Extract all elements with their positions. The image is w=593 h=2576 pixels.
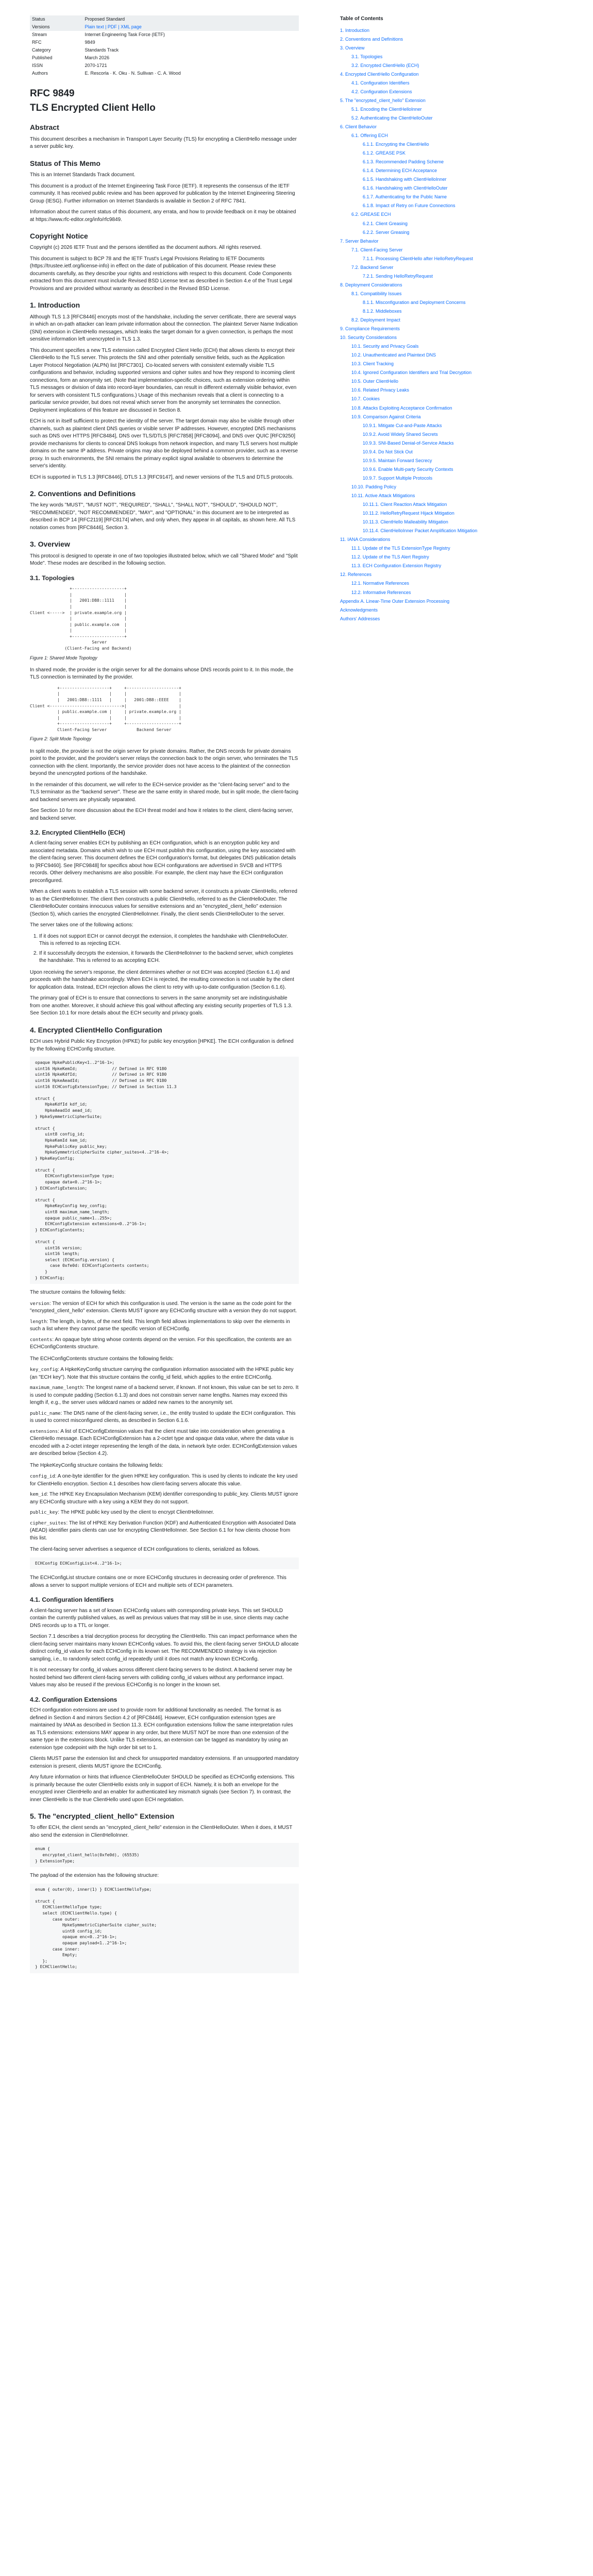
figure-caption: Figure 2: Split Mode Topology: [30, 736, 92, 742]
toc-link[interactable]: 10.8. Attacks Exploiting Acceptance Confirmation: [351, 405, 452, 411]
config-ext-heading: 4.2. Configuration Extensions: [30, 1696, 117, 1703]
toc-link[interactable]: 3.1. Topologies: [351, 54, 383, 59]
toc-link[interactable]: 6.2.2. Server Greasing: [363, 229, 410, 235]
metadata-value: March 2026: [84, 55, 110, 61]
toc-link[interactable]: 6.1.1. Encrypting the ClientHello: [363, 142, 429, 147]
metadata-row: [30, 54, 299, 62]
metadata-label: Authors: [32, 71, 48, 76]
toc-link[interactable]: 10.4. Ignored Configuration Identifiers and Trial Decryption: [351, 370, 472, 376]
metadata-label: RFC: [32, 40, 42, 45]
toc-link[interactable]: 5. The "encrypted_client_hello" Extension: [340, 97, 426, 103]
toc-link[interactable]: Authors' Addresses: [340, 616, 380, 621]
intro-heading: 1. Introduction: [30, 301, 80, 310]
toc-link[interactable]: 6.1.2. GREASE PSK: [363, 150, 406, 156]
toc-link[interactable]: 5.2. Authenticating the ClientHelloOuter: [351, 115, 433, 121]
metadata-row: [30, 23, 299, 31]
toc-link[interactable]: 6.1.3. Recommended Padding Scheme: [363, 159, 444, 165]
toc-link[interactable]: 6.1.8. Impact of Retry on Future Connections: [363, 203, 455, 209]
status-text: This document is a product of the Internet Engineering Task Force (IETF). It represents the consensus of the IETF community. It has received public review and has been approved for publication by the Internet Engineering Steering Group (IESG). Further information on Internet Standards is available in Section 2 of RFC 7841.: [30, 183, 295, 204]
metadata-row: [30, 15, 299, 23]
definition-term: contents: [30, 1337, 53, 1343]
figure-caption: Figure 1: Shared Mode Topology: [30, 655, 97, 660]
toc-link[interactable]: 10.9.1. Mitigate Cut-and-Paste Attacks: [363, 422, 442, 428]
overview-text: The server takes one of the following actions:: [30, 922, 133, 928]
toc-link[interactable]: 4.2. Configuration Extensions: [351, 89, 412, 94]
definition-term: public_key: [30, 1510, 58, 1516]
toc-link[interactable]: 8.1. Compatibility Issues: [351, 291, 402, 296]
toc-link[interactable]: 10.11.3. ClientHello Malleability Mitigation: [363, 519, 448, 525]
toc-link[interactable]: 10.9.4. Do Not Stick Out: [363, 449, 413, 454]
config-text: It is not necessary for config_id values across different client-facing servers to be distinct. A backend server may be hosted behind two different client-facing servers with colliding config_id values without any performance impact. Values may also be reused if the previous ECHConfig is no longer in the known set.: [30, 1667, 292, 1688]
toc-link[interactable]: 10.9.3. SNI-Based Denial-of-Service Attacks: [363, 440, 454, 446]
definition-list: [30, 1300, 299, 1351]
metadata-label: Versions: [32, 24, 50, 30]
toc-link[interactable]: 10.9.2. Avoid Widely Shared Secrets: [363, 431, 438, 437]
toc-link[interactable]: 8.1.2. Middleboxes: [363, 309, 402, 314]
overview-text: In the remainder of this document, we will refer to the ECH-service provider as the "client-facing server" and to the TLS terminator as the "backend server". These are the same entity in shared mode, but in split mode, the client-facing and backend servers are physically separated.: [30, 782, 299, 803]
toc-link[interactable]: 10.5. Outer ClientHello: [351, 379, 399, 384]
ext-heading: 5. The "encrypted_client_hello" Extension: [30, 1812, 175, 1821]
metadata-row: [30, 46, 299, 54]
overview-text: The primary goal of ECH is to ensure that connections to servers in the same anonymity set are indistinguishable from one another. Moreover, it should achieve this goal without affecting any existing security properties of TLS 1.3. See Section 10.1 for more details about the ECH security and privacy goals.: [30, 995, 293, 1016]
echconfiglist-code: ECHConfig ECHConfigList<4..2^16-1>;: [30, 1557, 299, 1570]
toc-link[interactable]: 12.1. Normative References: [351, 581, 410, 586]
copyright-text: Copyright (c) 2026 IETF Trust and the persons identified as the document authors. All rights reserved.: [30, 245, 262, 251]
rfc-number: RFC 9849: [30, 88, 75, 99]
toc-title: Table of Contents: [340, 16, 383, 22]
config-text: The ECHConfigContents structure contains the following fields:: [30, 1355, 174, 1362]
config-text: Any future information or hints that influence ClientHelloOuter SHOULD be specified as ECHConfig extensions. This is primarily because the outer ClientHello exists only in support of ECH. Namely, it is both an envelope for the encrypted inner ClientHello and an enabler for authenticated key mismatch signals (see Section 7). In contrast, the inner ClientHello is the true ClientHello used upon ECH negotiation.: [30, 1774, 295, 1803]
config-text: A client-facing server has a set of known ECHConfig values with corresponding private keys. This set SHOULD contain the currently published values, as well as previous values that may still be in use, since clients may cache DNS records up to a TTL or longer.: [30, 1607, 289, 1629]
metadata-value: Proposed Standard: [84, 16, 125, 22]
toc-link[interactable]: 8.2. Deployment Impact: [351, 317, 401, 323]
toc-link[interactable]: 10.3. Client Tracking: [351, 361, 394, 367]
toc-link[interactable]: 11.1. Update of the TLS ExtensionType Registry: [351, 546, 450, 551]
metadata-value: 2070-1721: [84, 63, 107, 69]
toc-link[interactable]: 7.1.1. Processing ClientHello after HelloRetryRequest: [363, 256, 473, 261]
config-text: The structure contains the following fields:: [30, 1290, 126, 1296]
intro-text: ECH is not in itself sufficient to protect the identity of the server. The target domain may also be visible through other channels, such as plaintext client DNS queries or visible server IP addresses. However, encrypted DNS mechanisms such as DNS over HTTPS [RFC8484], DNS over TLS/DTLS [RFC7858] [RFC8094], and DNS over QUIC [RFC9250] provide mechanisms for clients to conceal DNS lookups from network inspection, and many TLS servers host multiple domains on the same IP address. Private origins may also be deployed behind a common provider, such as a reverse proxy. In such environments, the SNI remains the primary explicit signal available to observers to determine the server's identity.: [30, 418, 298, 469]
overview-text: A client-facing server enables ECH by publishing an ECH configuration, which is an encryption public key and associated metadata. Domains which wish to use ECH must publish this configuration, using the key associated with the client-facing server. This document defines the ECH configuration's format, but delegates DNS publication details to [RFC9460]. See [RFC9848] for specifics about how ECH configurations are advertised in SVCB and HTTPS records. Other delivery mechanisms are also possible. For example, the client may have the ECH configuration preconfigured.: [30, 840, 296, 884]
ech-heading: 3.2. Encrypted ClientHello (ECH): [30, 829, 125, 837]
definition-list: [30, 1473, 299, 1542]
config-heading: 4. Encrypted ClientHello Configuration: [30, 1025, 162, 1034]
abstract-text: This document describes a mechanism in Transport Layer Security (TLS) for encrypting a ClientHello message under a server public key.: [30, 136, 297, 150]
toc-link[interactable]: 10.9.7. Support Multiple Protocols: [363, 475, 433, 481]
definition-item: cipher_suites: The list of HPKE Key Derivation Function (KDF) and Authenticated Encryption with Associated Data (AEAD) identifier pairs clients can use for encrypting ClientHelloInner. See Section 6.1 for how clients choose from this list.: [30, 1520, 296, 1541]
overview-text: In split mode, the provider is not the origin server for private domains. Rather, the DNS records for private domains point to the provider, and the provider's server relays the connection back to the origin server, who terminates the TLS connection with the client. Importantly, the service provider does not have access to the plaintext of the connection beyond the unencrypted portions of the handshake.: [30, 748, 298, 777]
ext-text: The payload of the extension has the following structure:: [30, 1873, 159, 1879]
list-item: 1. If it does not support ECH or cannot decrypt the extension, it completes the handshake with ClientHelloOuter. This is referred to as rejecting ECH.: [39, 933, 299, 948]
overview-text: Upon receiving the server's response, the client determines whether or not ECH was accepted (Section 6.1.4) and proceeds with the handshake accordingly. When ECH is rejected, the resulting connection is not usable by the client for application data. Instead, ECH rejection allows the client to retry with up-to-date configuration (Section 6.1.6).: [30, 969, 294, 990]
metadata-label: Published: [32, 55, 53, 61]
definition-term: config_id: [30, 1474, 55, 1480]
toc-link[interactable]: 11.3. ECH Configuration Extension Registry: [351, 563, 442, 569]
definition-text: The HPKE public key used by the client to encrypt ClientHelloInner.: [60, 1510, 214, 1516]
definition-term: public_name: [30, 1411, 61, 1416]
metadata-label: Category: [32, 47, 51, 53]
definition-term: cipher_suites: [30, 1520, 66, 1526]
toc-link[interactable]: 11. IANA Considerations: [340, 537, 391, 543]
overview-text: When a client wants to establish a TLS session with some backend server, it constructs a private ClientHello, referred to as the ClientHelloInner. The client then constructs a public ClientHello, referred to as the ClientHelloOuter. The ClientHelloOuter contains innocuous values for sensitive extensions and an "encrypted_client_hello" extension (Section 5), which carries the encrypted ClientHelloInner. Finally, the client sends ClientHelloOuter to the server.: [30, 889, 297, 917]
definition-item: extensions: A list of ECHConfigExtension values that the client must take into consideration when generating a ClientHello message. Each ECHConfigExtension has a 2-octet type and opaque data value, where the data value is encoded with a 2-octet integer representing the length of the data, in network byte order. ECHConfigExtension values are described below (Section 4.2).: [30, 1428, 297, 1457]
status-text: This is an Internet Standards Track document.: [30, 172, 135, 178]
status-text: Information about the current status of this document, any errata, and how to provide feedback on it may be obtained at https://www.rfc-editor.org/info/rfc9849.: [30, 209, 296, 223]
list-item: 2. If it successfully decrypts the extension, it forwards the ClientHelloInner to the backend server, which completes the handshake. This is referred to as accepting ECH.: [39, 950, 299, 965]
overview-heading: 3. Overview: [30, 540, 70, 549]
intro-text: ECH is supported in TLS 1.3 [RFC8446], DTLS 1.3 [RFC9147], and newer versions of the TLS and DTLS protocols.: [30, 474, 294, 480]
shared-mode-figure: +---------------------+ | | | 2001:DB8::1111 | | | Client <-----> | private.example.org | | | | public.example.com | | | +---------------------+ Server (Client-Facing and Backend): [30, 586, 132, 651]
definition-text: The length, in bytes, of the next field. This length field allows implementations to skip over the elements in such a list where they cannot parse the specific version of ECHConfig.: [30, 1318, 290, 1332]
intro-text: Although TLS 1.3 [RFC8446] encrypts most of the handshake, including the server certificate, there are several ways in which an on-path attacker can learn private information about the connection. The plaintext Server Name Indication (SNI) extension in ClientHello messages, which leaks the target domain for a given connection, is perhaps the most sensitive information left unencrypted in TLS 1.3.: [30, 314, 298, 343]
conventions-heading: 2. Conventions and Definitions: [30, 489, 136, 498]
config-text: Clients MUST parse the extension list and check for unsupported mandatory extensions. If an unsupported mandatory extension is present, clients MUST ignore the ECHConfig.: [30, 1756, 299, 1769]
metadata-value: Internet Engineering Task Force (IETF): [84, 32, 165, 38]
toc-link[interactable]: 2. Conventions and Definitions: [340, 36, 403, 42]
conventions-text: The key words "MUST", "MUST NOT", "REQUIRED", "SHALL", "SHALL NOT", "SHOULD", "SHOULD NOT", "RECOMMENDED", "NOT RECOMMENDED", "MAY", and "OPTIONAL" in this document are to be interpreted as described in BCP 14 [RFC2119] [RFC8174] when, and only when, they appear in all capitals, as shown here. All TLS notation comes from [RFC8446], Section 3.: [30, 502, 296, 531]
toc-link[interactable]: 10.11.1. Client Reaction Attack Mitigation: [363, 502, 447, 507]
metadata-value[interactable]: Plain text | PDF | XML page: [84, 24, 142, 30]
toc-link[interactable]: 7.1. Client-Facing Server: [351, 247, 403, 252]
definition-text: A HpkeKeyConfig structure carrying the configuration information associated with the HPKE public key (an "ECH key"). Note that this structure contains the config_id field, which applies to the entire ECHConfig.: [30, 1367, 294, 1380]
toc-link[interactable]: 11.2. Update of the TLS Alert Registry: [351, 554, 429, 560]
config-text: The ECHConfigList structure contains one or more ECHConfig structures in decreasing order of preference. This allows a server to support multiple versions of ECH and multiple sets of ECH parameters.: [30, 1575, 286, 1588]
config-text: The HpkeKeyConfig structure contains the following fields:: [30, 1462, 163, 1468]
definition-term: length: [30, 1319, 47, 1325]
toc-link[interactable]: 8. Deployment Considerations: [340, 282, 402, 287]
config-text: ECH uses Hybrid Public Key Encryption (HPKE) for public key encryption [HPKE]. The ECH configuration is defined by the following ECHConfig structure.: [30, 1039, 294, 1052]
definition-item: public_key: The HPKE public key used by the client to encrypt ClientHelloInner.: [30, 1510, 214, 1516]
toc-list: [340, 26, 593, 623]
topologies-heading: 3.1. Topologies: [30, 574, 75, 582]
definition-item: public_name: The DNS name of the client-facing server, i.e., the entity trusted to update the ECH configuration. This is used to correct misconfigured clients, as described in Section 6.1.6.: [30, 1410, 296, 1424]
toc-link[interactable]: 6.1.7. Authenticating for the Public Name: [363, 194, 447, 200]
toc-link[interactable]: 10.10. Padding Policy: [351, 484, 397, 489]
toc-link[interactable]: 10. Security Considerations: [340, 335, 397, 341]
copyright-text: This document is subject to BCP 78 and the IETF Trust's Legal Provisions Relating to IETF Documents (https://trustee.ietf.org/license-info) in effect on the date of publication of this document. Please review these documents carefully, as they describe your rights and restrictions with respect to this document. Code Components extracted from this document must include Revised BSD License text as described in Section 4.e of the Trust Legal Provisions and are provided without warranty as described in the Revised BSD License.: [30, 256, 293, 292]
toc-link[interactable]: 12.2. Informative References: [351, 589, 411, 595]
definition-term: key_config: [30, 1367, 58, 1373]
config-text: Section 7.1 describes a trial decryption process for decrypting the ClientHello. This can impact performance when the client-facing server maintains many known ECHConfig values. To avoid this, the client-facing server SHOULD allocate distinct config_id values for each ECHConfig in its known set. The RECOMMENDED strategy is via rejection sampling, i.e., to randomly select config_id repeatedly until it does not match any known ECHConfig.: [30, 1634, 299, 1662]
document-title: TLS Encrypted Client Hello: [30, 102, 156, 113]
definition-text: The DNS name of the client-facing server, i.e., the entity trusted to update the ECH configuration. This is used to correct misconfigured clients, as described in Section 6.1.6.: [30, 1410, 296, 1424]
toc-link[interactable]: 4.1. Configuration Identifiers: [351, 80, 410, 86]
toc-link[interactable]: 6.1.6. Handshaking with ClientHelloOuter: [363, 185, 448, 191]
metadata-row: [30, 39, 299, 46]
toc-link[interactable]: 10.2. Unauthenticated and Plaintext DNS: [351, 352, 436, 358]
overview-text: In shared mode, the provider is the origin server for all the domains whose DNS records point to it. In this mode, the TLS connection is terminated by the provider.: [30, 667, 294, 681]
echconfig-code: opaque HpkePublicKey<1..2^16-1>; uint16 HpkeKemId; // Defined in RFC 9180 uint16 HpkeKdfId; // Defined in RFC 9180 uint16 HpkeAeadId; // Defined in RFC 9180 uint16 ECHConfigExtensionType; // Defined in Section 11.3 struct { HpkeKdfId kdf_id; HpkeAeadId aead_id; } HpkeSymmetricCipherSuite; struct { uint8 config_id; HpkeKemId kem_id; HpkePublicKey public_key; HpkeSymmetricCipherSuite cipher_suites<4..2^16-4>; } HpkeKeyConfig; struct { ECHConfigExtensionType type; opaque data<0..2^16-1>; } ECHConfigExtension; struct { HpkeKeyConfig key_config; uint8 maximum_name_length; opaque public_name<1..255>; ECHConfigExtension extensions<0..2^16-1>; } ECHConfigContents; struct { uint16 version; uint16 length; select (ECHConfig.version) { case 0xfe0d: ECHConfigContents contents; } } ECHConfig;: [30, 1057, 299, 1284]
toc-link[interactable]: 10.11.4. ClientHelloInner Packet Amplification Mitigation: [363, 528, 478, 534]
server-actions-list: [39, 933, 299, 965]
metadata-label: Status: [32, 16, 45, 22]
definition-list: [30, 1366, 299, 1458]
definition-term: version: [30, 1301, 49, 1307]
definition-text: The HPKE Key Encapsulation Mechanism (KEM) identifier corresponding to public_key. Clients MUST ignore any ECHConfig structure with a key using a KEM they do not support.: [30, 1492, 298, 1505]
toc-link[interactable]: 10.1. Security and Privacy Goals: [351, 344, 419, 349]
toc-link[interactable]: Appendix A. Linear-Time Outer Extension Processing: [340, 598, 450, 604]
toc-link[interactable]: 12. References: [340, 572, 372, 578]
toc-link[interactable]: Acknowledgments: [340, 607, 378, 613]
overview-text: This protocol is designed to operate in one of two topologies illustrated below, which we call "Shared Mode" and "Split Mode". These modes are described in the following section.: [30, 553, 298, 567]
config-text: The client-facing server advertises a sequence of ECH configurations to clients, serialized as follows.: [30, 1547, 260, 1553]
toc-link[interactable]: 10.11. Active Attack Mitigations: [351, 493, 415, 498]
definition-text: The longest name of a backend server, if known. If not known, this value can be set to zero. It is used to compute padding (Section 6.1.3) and does not constrain server name lengths. Names may exceed this length if, e.g., the server uses wildcard names or added new names to the anonymity set.: [30, 1385, 299, 1406]
metadata-row: [30, 62, 299, 70]
definition-text: An opaque byte string whose contents depend on the version. For this specification, the contents are an ECHConfigContents structure.: [30, 1336, 292, 1350]
toc-link[interactable]: 10.9.5. Maintain Forward Secrecy: [363, 457, 432, 463]
toc-link[interactable]: 6.2.1. Client Greasing: [363, 221, 408, 226]
overview-text: See Section 10 for more discussion about the ECH threat model and how it relates to the client, client-facing server, and backend server.: [30, 808, 293, 821]
metadata-label: Stream: [32, 32, 47, 38]
document-main: [30, 15, 299, 1978]
definition-text: A one-byte identifier for the given HPKE key configuration. This is used by clients to indicate the key used for ClientHello encryption. Section 4.1 describes how client-facing servers allocate this value.: [30, 1473, 298, 1487]
ext-text: To offer ECH, the client sends an "encrypted_client_hello" extension in the ClientHelloOuter. When it does, it MUST also send the extension in ClientHelloInner.: [30, 1825, 293, 1838]
toc-link[interactable]: 6.2. GREASE ECH: [351, 212, 391, 217]
metadata-row: [30, 31, 299, 39]
config-text: ECH configuration extensions are used to provide room for additional functionality as needed. The format is as defined in Section 4 and mirrors Section 4.2 of [RFC8446]. However, ECH configuration extension types are maintained by IANA as described in Section 11.3. ECH configuration extensions follow the same interpretation rules as TLS extensions: extensions MAY appear in any order, but there MUST NOT be more than one extension of the same type in the extensions block. Unlike TLS extensions, an extension can be tagged as mandatory by using an extension type codepoint with the high order bit set to 1.: [30, 1707, 293, 1751]
definition-item: maximum_name_length: The longest name of a backend server, if known. If not known, this value can be set to zero. It is used to compute padding (Section 6.1.3) and does not constrain server name lengths. Names may exceed this length if, e.g., the server uses wildcard names or added new names to the anonymity set.: [30, 1385, 299, 1406]
toc-link[interactable]: 7.2. Backend Server: [351, 264, 394, 270]
definition-item: length: The length, in bytes, of the next field. This length field allows implementations to skip over the elements in such a list where they cannot parse the specific version of ECHConfig.: [30, 1318, 290, 1332]
toc-link[interactable]: 4. Encrypted ClientHello Configuration: [340, 71, 419, 77]
toc-link[interactable]: 10.7. Cookies: [351, 396, 380, 402]
metadata-label: ISSN: [32, 63, 43, 69]
abstract-heading: Abstract: [30, 123, 59, 132]
definition-text: The version of ECH for which this configuration is used. The version is the same as the code point for the "encrypted_client_hello" extension. Clients MUST ignore any ECHConfig structure with a version they do not support.: [30, 1300, 297, 1314]
ext-code: enum { encrypted_client_hello(0xfe0d), (65535) } ExtensionType;: [30, 1843, 299, 1867]
definition-term: kem_id: [30, 1492, 47, 1498]
definition-item: contents: An opaque byte string whose contents depend on the version. For this specification, the contents are an ECHConfigContents structure.: [30, 1336, 292, 1350]
definition-text: The list of HPKE Key Derivation Function (KDF) and Authenticated Encryption with Associated Data (AEAD) identifier pairs clients can use for encrypting ClientHelloInner. See Section 6.1 for how clients choose from this list.: [30, 1520, 296, 1541]
config-id-heading: 4.1. Configuration Identifiers: [30, 1596, 114, 1604]
ext-code: enum { outer(0), inner(1) } ECHClientHelloType; struct { ECHClientHelloType type; select (ECHClientHello.type) { case outer: HpkeSymmetricCipherSuite cipher_suite; uint8 config_id; opaque enc<0..2^16-1>; opaque payload<1..2^16-1>; case inner: Empty; }; } ECHClientHello;: [30, 1884, 299, 1973]
definition-item: key_config: A HpkeKeyConfig structure carrying the configuration information associated with the HPKE public key (an "ECH key"). Note that this structure contains the config_id field, which applies to the entire ECHConfig.: [30, 1367, 294, 1380]
toc-link[interactable]: 10.9. Comparison Against Criteria: [351, 414, 421, 419]
intro-text: This document specifies a new TLS extension called Encrypted Client Hello (ECH) that allows clients to encrypt their ClientHello to the TLS server. This protects the SNI and other potentially sensitive fields, such as the Application Layer Protocol Negotiation (ALPN) list [RFC7301]. Co-located servers with consistent externally visible TLS configurations and behavior, including supported versions and cipher suites and how they respond to incoming client connections, form an anonymity set. (Note that implementation-specific choices, such as extension ordering within TLS messages or division of data into record-layer boundaries, can result in different externally visible behavior, even for servers with consistent TLS configurations.) Usage of this mechanism reveals that a client is connecting to a particular service provider, but does not reveal which server from the anonymity set terminates the connection. Deployment implications of this feature are discussed in Section 8.: [30, 347, 297, 413]
definition-text: A list of ECHConfigExtension values that the client must take into consideration when generating a ClientHello message. Each ECHConfigExtension has a 2-octet type and opaque data value, where the data value is encoded with a 2-octet integer representing the length of the data, in network byte order. ECHConfigExtension values are described below (Section 4.2).: [30, 1428, 297, 1457]
metadata-row: [30, 70, 299, 77]
split-mode-figure: +--------------------+ +---------------------+ | | | | | 2001:DB8::1111 | | 2001:DB8::EEEE | Client <----------------------------->| | | public.example.com | | private.example.org | | | | | +--------------------+ +---------------------+ Client-Facing Server Backend Server: [30, 685, 181, 732]
metadata-table: [30, 15, 299, 77]
toc-link[interactable]: 7.2.1. Sending HelloRetryRequest: [363, 273, 433, 279]
toc-link[interactable]: 10.6. Related Privacy Leaks: [351, 387, 410, 393]
toc-link[interactable]: 6.1.5. Handshaking with ClientHelloInner: [363, 177, 447, 182]
toc-link[interactable]: 6.1.4. Determining ECH Acceptance: [363, 168, 437, 174]
toc-link[interactable]: 1. Introduction: [340, 27, 370, 33]
definition-term: maximum_name_length: [30, 1385, 83, 1391]
toc-link[interactable]: 3. Overview: [340, 45, 365, 50]
toc-link[interactable]: 6. Client Behavior: [340, 124, 377, 130]
definition-item: kem_id: The HPKE Key Encapsulation Mechanism (KEM) identifier corresponding to public_key. Clients MUST ignore any ECHConfig structure with a key using a KEM they do not support.: [30, 1492, 298, 1505]
table-of-contents: [340, 15, 593, 623]
toc-link[interactable]: 5.1. Encoding the ClientHelloInner: [351, 106, 422, 112]
definition-item: config_id: A one-byte identifier for the given HPKE key configuration. This is used by clients to indicate the key used for ClientHello encryption. Section 4.1 describes how client-facing servers allocate this value.: [30, 1473, 298, 1487]
toc-link[interactable]: 10.11.2. HelloRetryRequest Hijack Mitigation: [363, 511, 454, 516]
metadata-value: Standards Track: [84, 47, 119, 53]
metadata-value: 9849: [84, 40, 95, 45]
status-heading: Status of This Memo: [30, 159, 100, 167]
toc-link[interactable]: 3.2. Encrypted ClientHello (ECH): [351, 62, 419, 68]
toc-link[interactable]: 7. Server Behavior: [340, 238, 379, 244]
toc-link[interactable]: 8.1.1. Misconfiguration and Deployment Concerns: [363, 299, 466, 305]
toc-link[interactable]: 6.1. Offering ECH: [351, 133, 388, 139]
definition-item: version: The version of ECH for which this configuration is used. The version is the same as the code point for the "encrypted_client_hello" extension. Clients MUST ignore any ECHConfig structure with a version they do not support.: [30, 1300, 297, 1314]
copyright-heading: Copyright Notice: [30, 232, 88, 241]
metadata-value: E. Rescorla · K. Oku · N. Sullivan · C. A. Wood: [84, 71, 181, 76]
definition-term: extensions: [30, 1429, 58, 1434]
toc-link[interactable]: 9. Compliance Requirements: [340, 326, 400, 332]
toc-link[interactable]: 10.9.6. Enable Multi-party Security Contexts: [363, 466, 453, 472]
